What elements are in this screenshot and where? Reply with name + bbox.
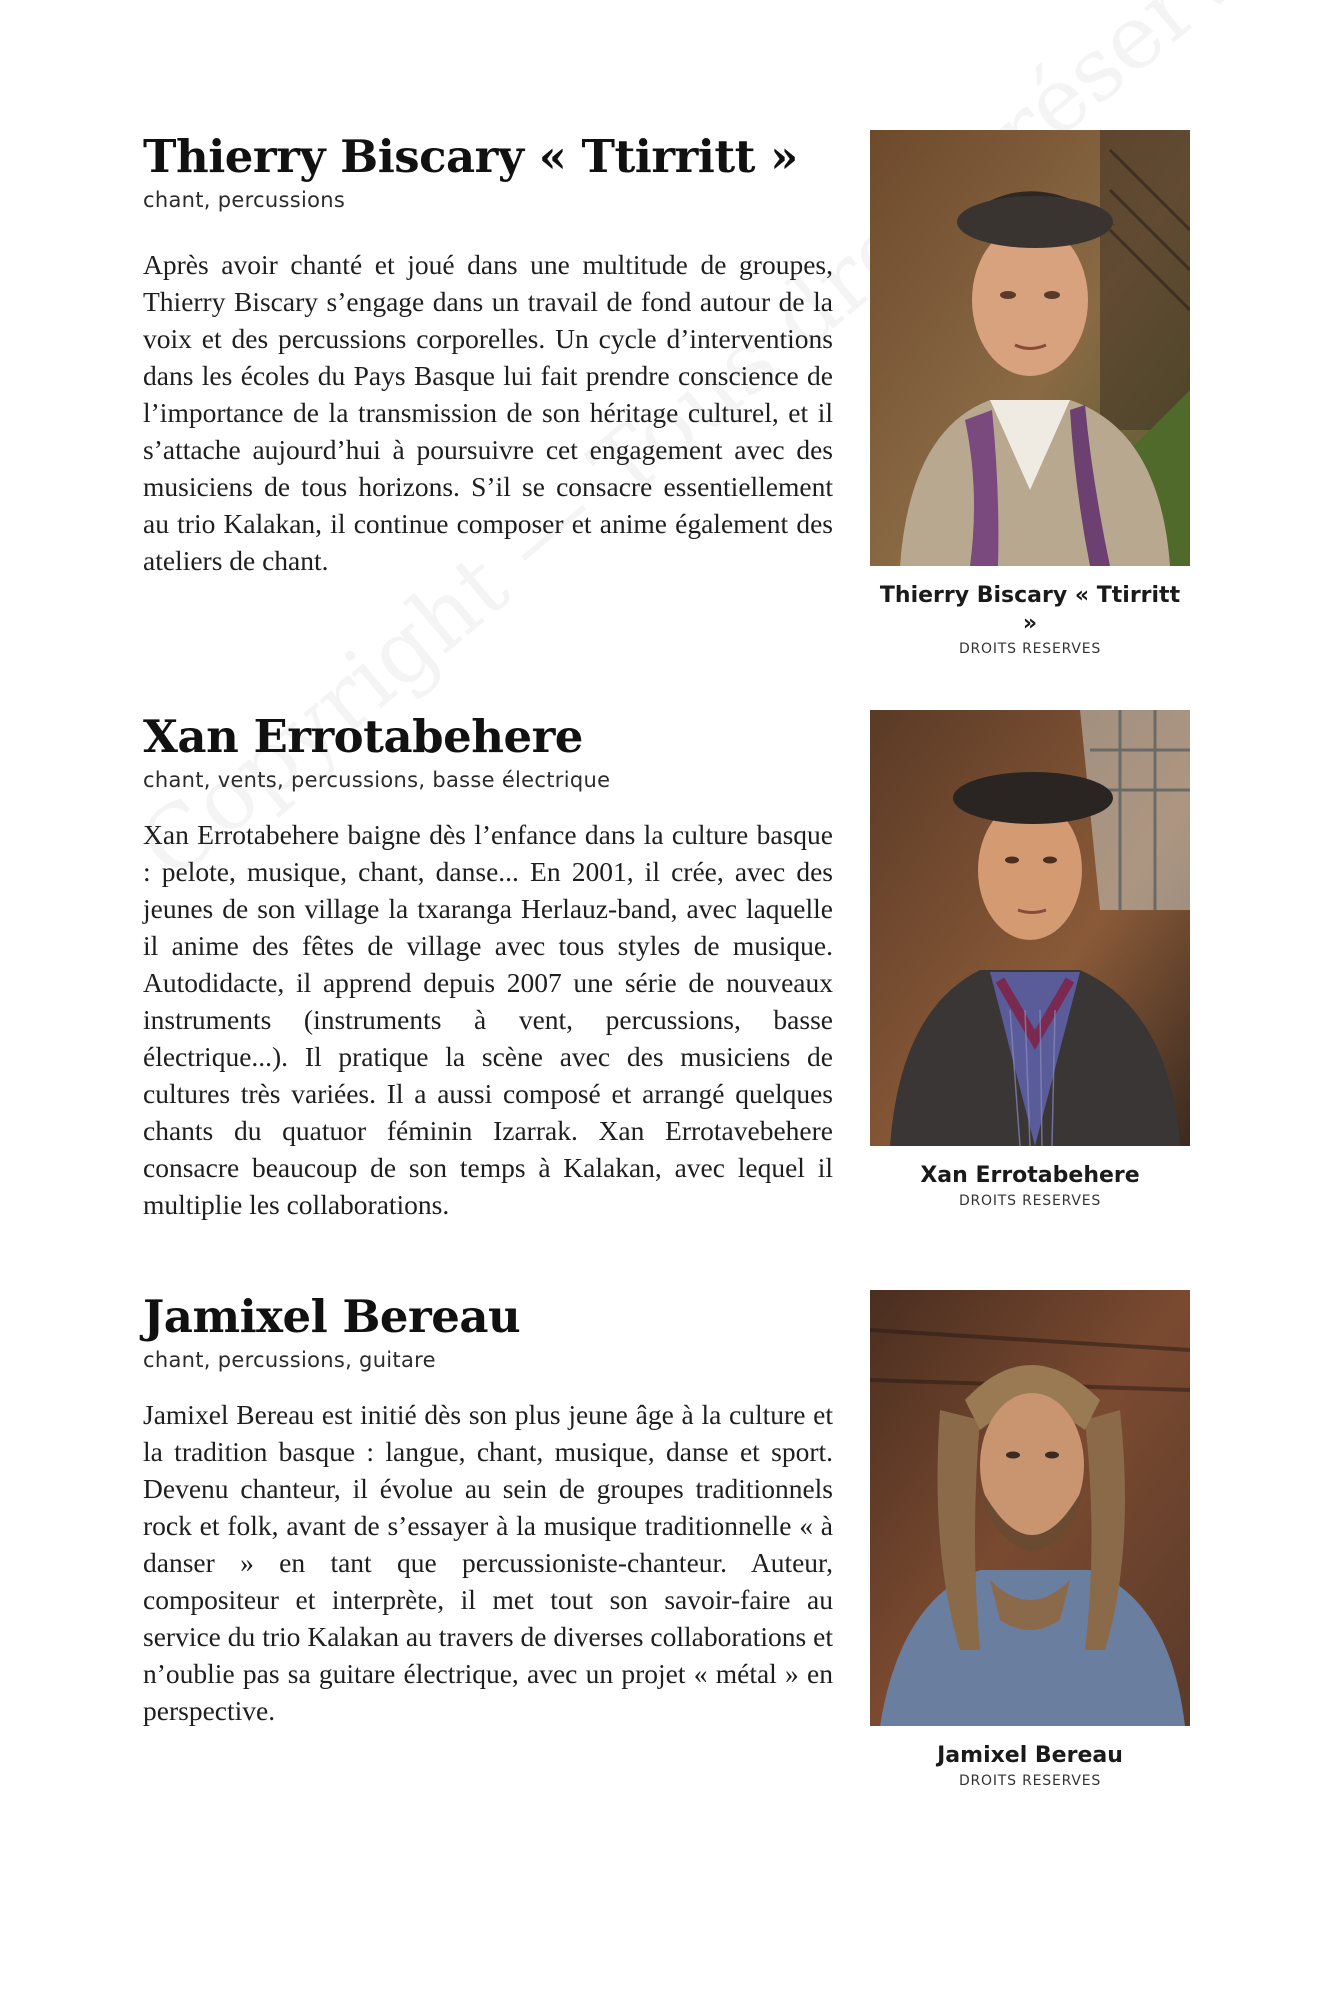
photo-caption: Xan Errotabehere: [920, 1163, 1140, 1188]
artist-photo-figure: [870, 710, 1190, 1210]
artist-name: Jamixel Bereau: [143, 1290, 521, 1343]
photo-credit: DROITS RESERVES: [958, 641, 1102, 657]
photo-credit: DROITS RESERVES: [958, 1193, 1102, 1209]
portrait-photo-xan: [870, 710, 1190, 1146]
artist-role: chant, percussions, guitare: [143, 1348, 436, 1372]
artist-role: chant, percussions: [143, 188, 346, 212]
photo-credit: DROITS RESERVES: [958, 1773, 1102, 1789]
artist-bio: Xan Errotabehere baigne dès l’enfance dans la culture basque : pelote, musique, chant, danse... En 2001, il crée, avec des jeunes de son village la txaranga Herlauz-band, avec laquelle il anime des fêtes de village avec tous styles de musique. Autodidacte, il apprend depuis 2007 une série de nouveaux instruments (instruments à vent, percussions, basse électrique...). Il pratique la scène avec des musiciens de cultures très variées. Il a aussi composé et arrangé quelques chants du quatuor féminin Izarrak. Xan Errotavebehere consacre beaucoup de son temps à Kalakan, avec lequel il multiplie les collaborations.: [143, 819, 833, 1220]
photo-caption: Jamixel Bereau: [937, 1743, 1123, 1768]
artist-bio: Jamixel Bereau est initié dès son plus jeune âge à la culture et la tradition basque : langue, chant, musique, danse et sport. Devenu chanteur, il évolue au sein de groupes traditionnels rock et folk, avant de s’essayer à la musique traditionnelle « à danser » en tant que percussioniste-chanteur. Auteur, compositeur et interprète, il met tout son savoir-faire au service du trio Kalakan au travers de diverses collaborations et n’oublie pas sa guitare électrique, avec un projet « métal » en perspective.: [143, 1399, 833, 1726]
artist-name: Xan Errotabehere: [143, 710, 583, 763]
artist-text: [143, 710, 833, 1223]
artist-photo-figure: [870, 130, 1190, 658]
artist-role: chant, vents, percussions, basse électrique: [143, 768, 611, 792]
portrait-photo-jamixel: [870, 1290, 1190, 1726]
artist-bio: Après avoir chanté et joué dans une multitude de groupes, Thierry Biscary s’engage dans un travail de fond autour de la voix et des percussions corporelles. Un cycle d’interventions dans les écoles du Pays Basque lui fait prendre conscience de l’importance de la transmission de son héritage culturel, et il s’attache aujourd’hui à poursuivre cet engagement avec des musiciens de tous horizons. S’il se consacre essentiellement au trio Kalakan, il continue composer et anime également des ateliers de chant.: [143, 249, 833, 576]
photo-caption: Thierry Biscary « Ttirritt »: [879, 583, 1181, 636]
artist-text: [143, 1290, 833, 1729]
portrait-photo-thierry: [870, 130, 1190, 566]
artist-text: [143, 130, 833, 579]
artist-photo-figure: [870, 1290, 1190, 1790]
artist-name: Thierry Biscary « Ttirritt »: [143, 130, 798, 183]
